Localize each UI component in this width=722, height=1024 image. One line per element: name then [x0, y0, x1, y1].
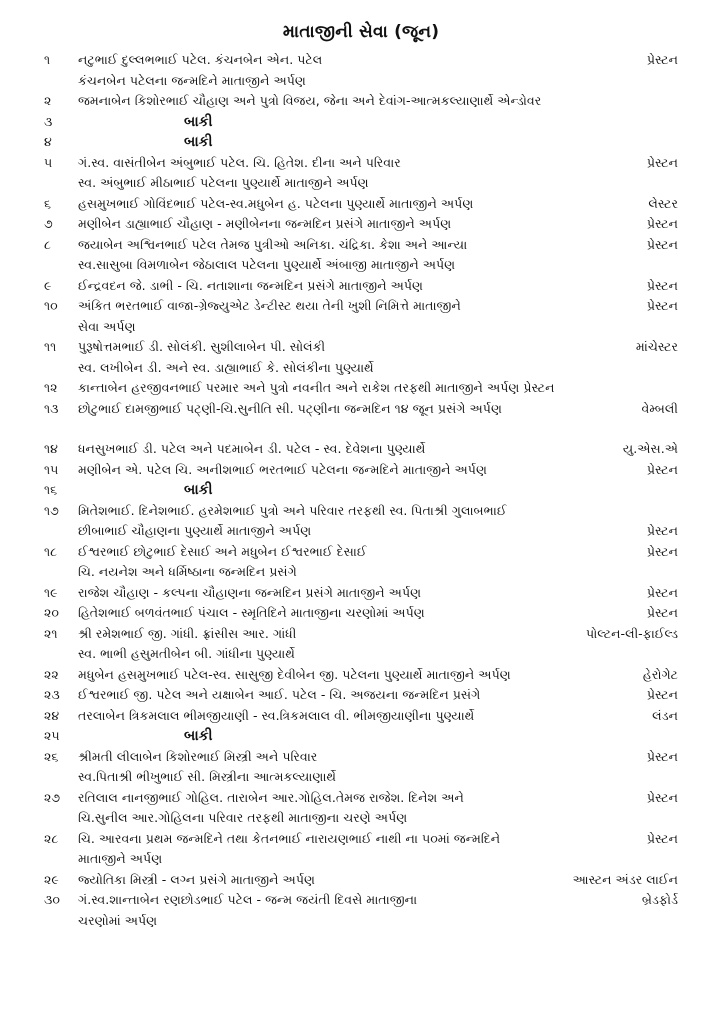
entry-text-continued: સ્વ.સાસુબા વિમળાબેન જેઠાલાલ પટેલના પુણ્યાર્થે અંબાજી માતાજીને અર્પણ — [78, 257, 456, 272]
entry-place: પ્રેસ્ટન — [646, 298, 678, 313]
seva-entry — [44, 480, 678, 501]
entry-place: પ્રેસ્ટન — [646, 52, 678, 67]
entry-text: શ્રી રમેશભાઈ જી. ગાંધી. ફ્રાંસીસ આર. ગાંધી — [78, 625, 297, 641]
entry-text: પુરૂષોત્તમભાઈ ડી. સોલંકી. સુશીલાબેન પી. સોલંકી — [78, 339, 326, 354]
entry-text: ધનસુખભાઈ ડી. પટેલ અને પદમાબેન ડી. પટેલ - સ્વ. દેવેશના પુણ્યાર્થે — [78, 441, 426, 456]
entry-text-continued: સ્વ. લખીબેન ડી. અને સ્વ. ડાહ્યાભાઈ કે. સોલંકીના પુણ્યાર્થે — [78, 359, 374, 375]
entry-text: કાન્તાબેન હરજીવનભાઈ પરમાર અને પુત્રો નવનીત અને રાકેશ તરફથી માતાજીને અર્પણ પ્રેસ્ટન — [78, 380, 555, 395]
seva-entry — [44, 235, 678, 276]
seva-entry — [44, 624, 678, 665]
seva-entry — [44, 788, 678, 829]
spacer — [44, 419, 678, 439]
page-title: માતાજીની સેવા (જૂન) — [282, 22, 440, 42]
seva-entry — [44, 685, 678, 706]
entry-place: પ્રેસ્ટન — [646, 830, 678, 846]
entry-place: પ્રેસ્ટન — [646, 216, 678, 231]
seva-entry — [44, 194, 678, 215]
entry-text-continued: ચિ. નયનેશ અને ધર્મિષ્ઠાના જન્મદિન પ્રસંગે — [78, 564, 297, 579]
seva-list — [44, 50, 678, 931]
entry-number: ૧૬ — [44, 482, 58, 497]
entry-place: પ્રેસ્ટન — [646, 461, 678, 477]
entry-number: ૧૯ — [44, 584, 58, 600]
seva-entry — [44, 870, 678, 891]
entry-number: ૨ — [44, 93, 52, 108]
entry-number: ૨૨ — [44, 666, 59, 682]
entry-number: ૨૬ — [44, 748, 59, 764]
entry-number: ૨૧ — [44, 625, 58, 641]
seva-entry — [44, 91, 678, 112]
entry-number: ૨૮ — [44, 830, 59, 846]
entry-text: ઈન્દ્રવદન જે. ડાભી - ચિ. નતાશાના જન્મદિન પ્રસંગે માતાજીને અર્પણ — [78, 277, 424, 293]
entry-text: ચિ. આરવના પ્રથમ જન્મદિને તથા કેતનભાઈ નારાયણભાઈ નાથી ના ૫૦માં જન્મદિને — [78, 830, 501, 846]
entry-text-continued: ચરણોમાં અર્પણ — [78, 912, 158, 928]
seva-entry — [44, 439, 678, 460]
entry-text-continued: છીબાભાઈ ચૌહાણના પુણ્યાર્થે માતાજીને અર્પણ — [78, 523, 312, 538]
entry-place: પ્રેસ્ટન — [646, 748, 678, 764]
entry-text: જમનાબેન કિશોરભાઈ ચૌહાણ અને પુત્રો વિજય, જેના અને દેવાંગ-આત્મકલ્યાણાર્થે એન્ડોવર — [78, 93, 542, 108]
seva-entry — [44, 112, 678, 133]
seva-entry — [44, 460, 678, 481]
entry-pending-label: બાકી — [184, 134, 213, 150]
entry-place: પ્રેસ્ટન — [646, 277, 678, 293]
entry-place: પોલ્ટન-લી-ફાઈલ્ડ — [585, 625, 678, 641]
entry-number: ૧૮ — [44, 543, 58, 559]
entry-number: ૨૫ — [44, 728, 60, 743]
entry-text-continued: સ્વ. અંબુભાઈ મીઠાભાઈ પટેલના પુણ્યાર્થે માતાજીને અર્પણ — [78, 175, 369, 190]
entry-text: ઈશ્વરભાઈ જી. પટેલ અને યક્ષાબેન આઈ. પટેલ - ચિ. અજયના જન્મદિન પ્રસંગે — [78, 687, 481, 702]
entry-text: મણીબેન એ. પટેલ ચિ. અનીશભાઈ ભરતભાઈ પટેલના જન્મદિને માતાજીને અર્પણ — [78, 461, 487, 477]
seva-entry — [44, 153, 678, 194]
entry-text: મણીબેન ડાહ્યાભાઈ ચૌહાણ - મણીબેનના જન્મદિન પ્રસંગે માતાજીને અર્પણ — [78, 216, 452, 231]
entry-number: ૨૭ — [44, 789, 61, 805]
entry-text: હસમુખભાઈ ગોવિંદભાઈ પટેલ-સ્વ.મધુબેન હ. પટેલના પુણ્યાર્થે માતાજીને અર્પણ — [78, 195, 474, 211]
entry-text: રાજેશ ચૌહાણ - કલ્પના ચૌહાણના જન્મદિન પ્રસંગે માતાજીને અર્પણ — [78, 584, 422, 600]
entry-text-continued: સ્વ. ભાભી હસુમતીબેન બી. ગાંધીના પુણ્યાર્થે — [78, 646, 295, 661]
entry-text: મધુબેન હસમુખભાઈ પટેલ-સ્વ. સાસુજી દેવીબેન જી. પટેલના પુણ્યાર્થે માતાજીને અર્પણ — [78, 666, 511, 682]
entry-text: જયાબેન અશ્વિનભાઈ પટેલ તેમજ પુત્રીઓ અનિકા. ચંદ્રિકા. કેશા અને આન્યા — [78, 236, 468, 252]
entry-place: માંચેસ્ટર — [635, 339, 678, 354]
entry-text-continued: માતાજીને અર્પણ — [78, 851, 163, 866]
entry-place: પ્રેસ્ટન — [646, 523, 678, 538]
entry-place: આસ્ટન અંડર લાઈન — [572, 871, 678, 887]
entry-text-continued: કંચનબેન પટેલના જન્મદિને માતાજીને અર્પણ — [78, 72, 306, 88]
entry-text-continued: ચિ.સુનીલ આર.ગોહિલના પરિવાર તરફથી માતાજીના ચરણે અર્પણ — [78, 810, 408, 825]
entry-place: લંડન — [652, 707, 678, 723]
entry-number: ૫ — [44, 154, 53, 170]
entry-text: છોટુભાઈ દામજીભાઈ પટ્ણી-ચિ.સુનીતિ સી. પટ્ણીના જન્મદિન ૧૪ જૂન પ્રસંગે અર્પણ — [78, 400, 502, 416]
entry-number: ૧૦ — [44, 298, 58, 313]
seva-entry — [44, 501, 678, 542]
entry-place: પ્રેસ્ટન — [646, 789, 678, 805]
seva-entry — [44, 50, 678, 91]
entry-text: તરલાબેન ત્રિકમલાલ ભીમજીયાણી - સ્વ.ત્રિકમલાલ વી. ભીમજીયાણીના પુણ્યાર્થે — [78, 707, 475, 723]
entry-number: ૧૩ — [44, 400, 59, 416]
entry-text: ગં.સ્વ. વાસંતીબેન અંબુભાઈ પટેલ. ચિ. હિતેશ. દીના અને પરિવાર — [78, 154, 401, 170]
entry-pending-label: બાકી — [184, 113, 213, 130]
seva-entry — [44, 603, 678, 624]
seva-entry — [44, 296, 678, 337]
entry-place: બ્રેડફોર્ડ — [641, 892, 678, 907]
entry-number: ૭ — [44, 216, 53, 231]
entry-place: પ્રેસ્ટન — [646, 236, 678, 252]
entry-text: અંકિત ભરતભાઈ વાજા-ગ્રેજ્યુએટ ડેન્ટીસ્ટ થયા તેની ખુશી નિમિત્તે માતાજીને — [78, 298, 461, 313]
entry-number: ૩ — [44, 113, 53, 129]
seva-entry — [44, 337, 678, 378]
entry-place: પ્રેસ્ટન — [646, 154, 678, 170]
entry-number: ૧૭ — [44, 502, 59, 518]
entry-place: પ્રેસ્ટન — [646, 543, 678, 559]
seva-entry — [44, 890, 678, 931]
entry-number: ૧૨ — [44, 380, 58, 395]
entry-pending-label: બાકી — [184, 482, 213, 498]
seva-entry — [44, 665, 678, 686]
entry-number: ૨૪ — [44, 707, 60, 723]
entry-number: ૧૧ — [44, 339, 57, 354]
entry-text-continued: સેવા અર્પણ — [78, 318, 136, 334]
seva-entry — [44, 399, 678, 420]
entry-number: ૨૦ — [44, 605, 59, 620]
entry-text: ગં.સ્વ.શાન્તાબેન રણછોડભાઈ પટેલ - જન્મ જયંતી દિવસે માતાજીના — [78, 892, 418, 907]
entry-number: ૮ — [44, 236, 51, 252]
entry-place: યુ.એસ.એ — [622, 441, 678, 456]
seva-entry — [44, 706, 678, 727]
entry-text: મિતેશભાઈ. દિનેશભાઈ. હરમેશભાઈ પુત્રો અને પરિવાર તરફથી સ્વ. પિતાશ્રી ગુલાબભાઈ — [78, 502, 507, 518]
entry-number: ૧૪ — [44, 441, 58, 456]
entry-place: પ્રેસ્ટન — [646, 605, 678, 620]
entry-number: ૪ — [44, 134, 52, 149]
entry-number: ૨૩ — [44, 687, 60, 702]
entry-place: હેરોગેટ — [642, 666, 678, 682]
seva-entry — [44, 214, 678, 235]
seva-entry — [44, 583, 678, 604]
entry-text: નટુભાઈ દુલ્લભભાઈ પટેલ. કંચનબેન એન. પટેલ — [78, 52, 323, 67]
entry-number: ૬ — [44, 195, 52, 211]
seva-entry — [44, 542, 678, 583]
entry-number: ૩૦ — [44, 892, 60, 907]
entry-pending-label: બાકી — [184, 728, 213, 744]
entry-place: વેમ્બલી — [641, 400, 678, 416]
entry-number: ૯ — [44, 277, 52, 293]
entry-text: ઈશ્વરભાઈ છોટુભાઈ દેસાઈ અને મધુબેન ઈશ્વરભાઈ દેસાઈ — [78, 543, 367, 559]
entry-place: લેસ્ટર — [648, 195, 678, 211]
entry-number: ૧૫ — [44, 461, 59, 477]
entry-text: રતિલાલ નાનજીભાઈ ગોહિલ. તારાબેન આર.ગોહિલ.તેમજ રાજેશ. દિનેશ અને — [78, 789, 464, 805]
entry-number: ૧ — [44, 52, 51, 67]
entry-text: હિતેશભાઈ બળવંતભાઈ પંચાલ - સ્મૃતિદિને માતાજીના ચરણોમાં અર્પણ — [78, 605, 425, 620]
entry-text: શ્રીમતી લીલાબેન કિશોરભાઈ મિસ્ત્રી અને પરિવાર — [78, 748, 318, 764]
entry-text: જ્યોતિકા મિસ્ત્રી - લગ્ન પ્રસંગે માતાજીને અર્પણ — [78, 871, 316, 887]
seva-entry — [44, 747, 678, 788]
entry-number: ૨૯ — [44, 871, 59, 887]
seva-entry — [44, 726, 678, 747]
seva-entry — [44, 132, 678, 153]
seva-entry — [44, 829, 678, 870]
entry-text-continued: સ્વ.પિતાશ્રી ભીખુભાઈ સી. મિસ્ત્રીના આત્મકલ્યાણાર્થે — [78, 769, 337, 784]
entry-place: પ્રેસ્ટન — [646, 687, 678, 702]
seva-entry — [44, 378, 678, 399]
entry-place: પ્રેસ્ટન — [646, 584, 678, 600]
seva-entry — [44, 276, 678, 297]
